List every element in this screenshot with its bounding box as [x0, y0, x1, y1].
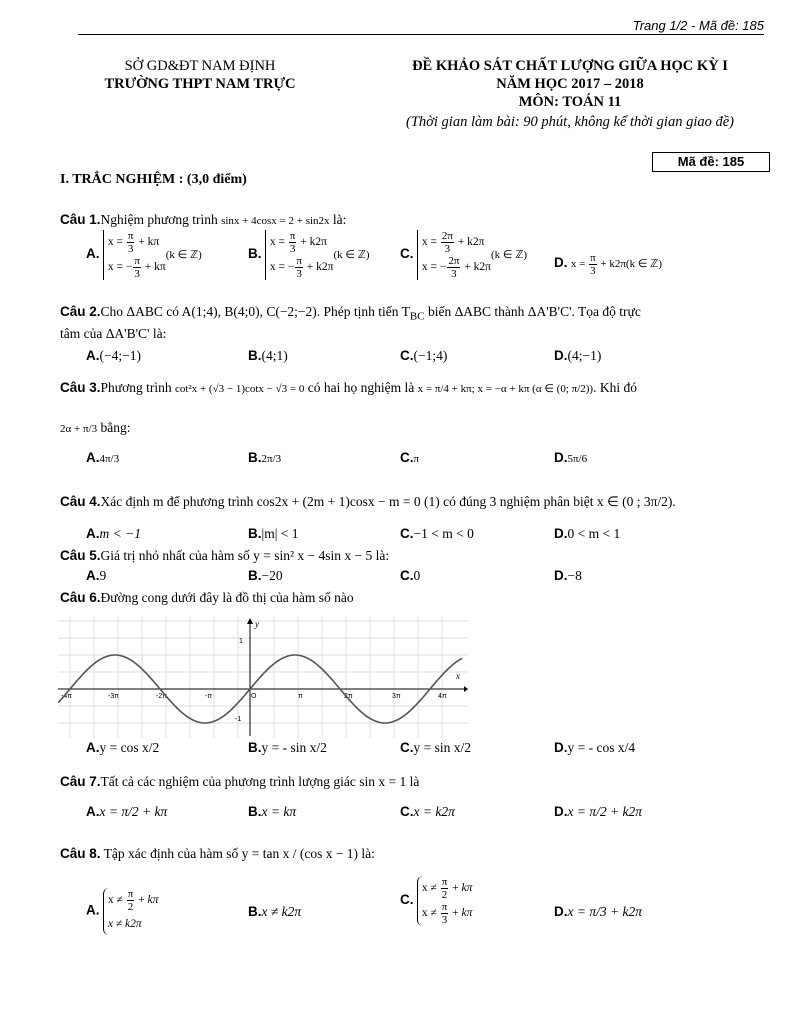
q7-option-a[interactable]: A.x = π/2 + kπ [86, 804, 168, 819]
y-tick-1: 1 [239, 638, 243, 645]
school-name: TRƯỜNG THPT NAM TRỰC [104, 76, 296, 92]
exam-year: NĂM HỌC 2017 – 2018 [496, 76, 644, 92]
q1-option-b[interactable]: B. x = $\frac{\pi}{3}$ + k2π x = − $\frac{\pi}{3}$ + k2π (k ∈ ℤ) [248, 230, 370, 280]
q4-option-d[interactable]: D.0 < m < 1 [554, 526, 621, 541]
q3-option-d[interactable]: D.5π/6 [554, 450, 588, 465]
exam-time: (Thời gian làm bài: 90 phút, không kể thời gian giao đề) [406, 114, 734, 130]
x-tick-4pi: 4π [438, 693, 447, 700]
q7-option-c[interactable]: C.x = k2π [400, 804, 455, 819]
x-tick-neg2pi: -2π [156, 693, 168, 700]
q4-option-b[interactable]: B.|m| < 1 [248, 526, 299, 541]
question-2-cont: tâm của ΔA'B'C' là: [60, 326, 167, 341]
x-tick-negpi: -π [205, 693, 213, 700]
page-info: Trang 1/2 - Mã đề: 185 [632, 18, 764, 33]
question-3-cont: 2α + π/3 bằng: [60, 420, 131, 435]
question-8: Câu 8. Tập xác định của hàm số y = tan x / (cos x − 1) là: [60, 846, 375, 861]
q3-option-c[interactable]: C.π [400, 450, 420, 465]
q7-option-d[interactable]: D.x = π/2 + k2π [554, 804, 642, 819]
exam-code-box: Mã đề: 185 [652, 152, 770, 172]
q5-option-a[interactable]: A.9 [86, 568, 107, 583]
q6-option-b[interactable]: B.y = - sin x/2 [248, 740, 327, 755]
x-axis-label: x [456, 671, 460, 681]
question-7: Câu 7.Tất cả các nghiệm của phương trình lượng giác sin x = 1 là [60, 774, 420, 789]
q8-option-c[interactable]: C. x ≠ $\frac{\pi}{2}$ + kπ x ≠ $\frac{\pi}{3}$ + kπ [400, 876, 473, 926]
q6-option-d[interactable]: D.y = - cos x/4 [554, 740, 636, 755]
y-tick-neg1: -1 [235, 716, 242, 723]
question-3: Câu 3.Phương trình cot²x + (√3 − 1)cotx − √3 = 0 có hai họ nghiệm là x = π/4 + kπ; x = −α + kπ (α ∈ (0; π/2)). Khi đó [60, 380, 637, 395]
q4-option-a[interactable]: A.m < −1 [86, 526, 141, 541]
q2-option-c[interactable]: C.(−1;4) [400, 348, 448, 363]
question-5: Câu 5.Giá trị nhỏ nhất của hàm số y = sin² x − 4sin x − 5 là: [60, 548, 390, 563]
q6-option-a[interactable]: A.y = cos x/2 [86, 740, 160, 755]
q8-option-a[interactable]: A. x ≠ $\frac{\pi}{2}$ + kπ x ≠ k2π [86, 888, 158, 935]
x-tick-neg4pi: -4π [61, 693, 73, 700]
exam-title: ĐỀ KHẢO SÁT CHẤT LƯỢNG GIỮA HỌC KỲ I [412, 58, 728, 74]
q2-option-b[interactable]: B.(4;1) [248, 348, 288, 363]
q5-option-c[interactable]: C.0 [400, 568, 421, 583]
q5-option-d[interactable]: D.−8 [554, 568, 582, 583]
q3-option-b[interactable]: B.2π/3 [248, 450, 282, 465]
question-6: Câu 6.Đường cong dưới đây là đồ thị của hàm số nào [60, 590, 354, 605]
q2-option-d[interactable]: D.(4;−1) [554, 348, 602, 363]
q8-option-d[interactable]: D.x = π/3 + k2π [554, 904, 642, 919]
header-rule [78, 34, 764, 35]
q5-option-b[interactable]: B.−20 [248, 568, 283, 583]
q2-option-a[interactable]: A.(−4;−1) [86, 348, 141, 363]
question-2: Câu 2.Cho ΔABC có A(1;4), B(4;0), C(−2;−2). Phép tịnh tiến $T_{BC}$ biến ΔABC thành ΔA'B'C'. Tọa độ trực [60, 304, 641, 323]
q6-option-c[interactable]: C.y = sin x/2 [400, 740, 471, 755]
x-axis-arrow [464, 686, 468, 692]
q4-option-c[interactable]: C.−1 < m < 0 [400, 526, 474, 541]
y-axis-label: y [255, 619, 259, 629]
grid [58, 616, 468, 738]
exam-subject: MÔN: TOÁN 11 [518, 94, 622, 110]
q1-option-a[interactable]: A. x = $\frac{\pi}{3}$ + kπ x = − $\frac{\pi}{3}$ + kπ (k ∈ ℤ) [86, 230, 202, 280]
sine-graph [58, 616, 468, 738]
section-title: I. TRẮC NGHIỆM : (3,0 điểm) [60, 172, 247, 187]
q1-option-d[interactable]: D. x = $\frac{\pi}{3}$ + k2π(k ∈ ℤ) [554, 252, 663, 277]
question-4: Câu 4.Xác định m để phương trình cos2x + (2m + 1)cosx − m = 0 (1) có đúng 3 nghiệm phân biệt x ∈ (0 ; 3π/2). [60, 494, 676, 509]
q8-option-b[interactable]: B.x ≠ k2π [248, 904, 302, 919]
x-tick-neg3pi: -3π [108, 693, 120, 700]
q1-option-c[interactable]: C. x = $\frac{2\pi}{3}$ + k2π x = − $\frac{2\pi}{3}$ + k2π (k ∈ ℤ) [400, 230, 528, 280]
x-tick-3pi: 3π [392, 693, 401, 700]
school-dept: SỞ GD&ĐT NAM ĐỊNH [124, 58, 276, 74]
q7-option-b[interactable]: B.x = kπ [248, 804, 297, 819]
x-tick-pi: π [298, 693, 303, 700]
x-tick-origin: O [251, 693, 257, 700]
x-tick-labels [61, 693, 447, 700]
x-tick-2pi: 2π [344, 693, 353, 700]
q3-option-a[interactable]: A.4π/3 [86, 450, 120, 465]
question-1: Câu 1.Nghiệm phương trình sinx + 4cosx = 2 + sin2x là: [60, 212, 347, 227]
